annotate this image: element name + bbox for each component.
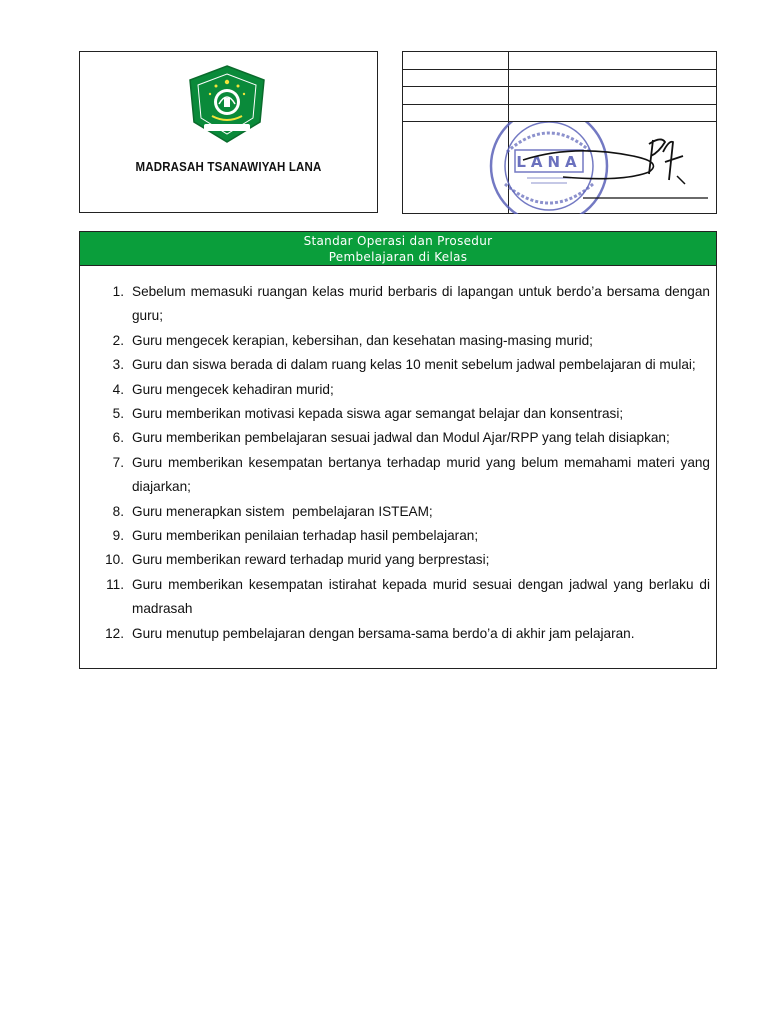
item-text: Guru mengecek kehadiran murid; — [132, 381, 334, 397]
item-number: 7. — [112, 454, 124, 470]
svg-text:LANA: LANA — [516, 153, 582, 171]
sop-item — [102, 280, 710, 329]
item-text: Guru memberikan kesempatan istirahat kepada murid sesuai dengan jadwal yang berlaku di madrasah — [132, 576, 710, 617]
item-number: 12. — [105, 625, 124, 641]
sop-item — [102, 353, 710, 377]
document-info-box — [402, 51, 717, 214]
item-text: Guru memberikan reward terhadap murid yang berprestasi; — [132, 552, 490, 568]
item-text: Guru mengecek kerapian, kebersihan, dan kesehatan masing-masing murid; — [132, 332, 593, 348]
item-text: Sebelum memasuki ruangan kelas murid berbaris di lapangan untuk berdo’a bersama dengan guru; — [132, 284, 710, 324]
info-row — [403, 87, 716, 105]
item-number: 9. — [112, 528, 124, 544]
info-row — [403, 69, 716, 87]
sop-item — [102, 426, 710, 450]
item-number: 5. — [112, 406, 124, 422]
item-text: Guru memberikan penilaian terhadap hasil pembelajaran; — [132, 528, 479, 544]
item-number: 10. — [105, 552, 124, 568]
sop-item — [102, 524, 710, 548]
item-number: 2. — [112, 332, 124, 348]
info-label — [403, 52, 509, 69]
sop-item — [102, 573, 710, 622]
sop-item — [102, 378, 710, 402]
info-label — [403, 69, 509, 86]
info-label — [403, 87, 509, 104]
sop-item — [102, 329, 710, 353]
info-label — [403, 104, 509, 121]
school-name: MADRASAH TSANAWIYAH LANA — [135, 160, 322, 174]
info-value — [509, 104, 716, 121]
sop-list — [102, 280, 710, 646]
item-number: 3. — [112, 357, 124, 373]
item-text: Guru memberikan motivasi kepada siswa agar semangat belajar dan konsentrasi; — [132, 406, 624, 422]
school-header-box — [79, 51, 378, 213]
signature-icon — [403, 122, 716, 214]
info-value — [509, 69, 716, 86]
info-value — [509, 52, 716, 69]
sop-item — [102, 548, 710, 572]
sop-item — [102, 500, 710, 524]
sop-title-line1: Standar Operasi dan Prosedur — [303, 234, 493, 248]
item-number: 4. — [112, 381, 124, 397]
item-text: Guru memberikan pembelajaran sesuai jadwal dan Modul Ajar/RPP yang telah disiapkan; — [132, 430, 670, 446]
sop-header — [80, 232, 716, 266]
item-number: 6. — [112, 430, 124, 446]
sop-item — [102, 622, 710, 646]
item-number: 8. — [112, 503, 124, 519]
sop-box — [79, 231, 717, 669]
signature-area — [403, 122, 716, 213]
madrasah-emblem-icon — [186, 64, 268, 144]
item-text: Guru menutup pembelajaran dengan bersama-sama berdo’a di akhir jam pelajaran. — [132, 625, 635, 641]
item-text: Guru memberikan kesempatan bertanya terhadap murid yang belum memahami materi yang diajarkan; — [132, 454, 710, 495]
item-number: 1. — [112, 284, 124, 299]
item-text: Guru dan siswa berada di dalam ruang kelas 10 menit sebelum jadwal pembelajaran di mulai; — [132, 357, 696, 373]
info-value — [509, 87, 716, 104]
sop-item — [102, 402, 710, 426]
item-text: Guru menerapkan sistem pembelajaran ISTEAM; — [132, 503, 433, 519]
info-row — [403, 52, 716, 70]
sop-title-line2: Pembelajaran di Kelas — [328, 250, 468, 264]
sop-item — [102, 451, 710, 500]
item-number: 11. — [106, 576, 124, 592]
info-row — [403, 104, 716, 122]
